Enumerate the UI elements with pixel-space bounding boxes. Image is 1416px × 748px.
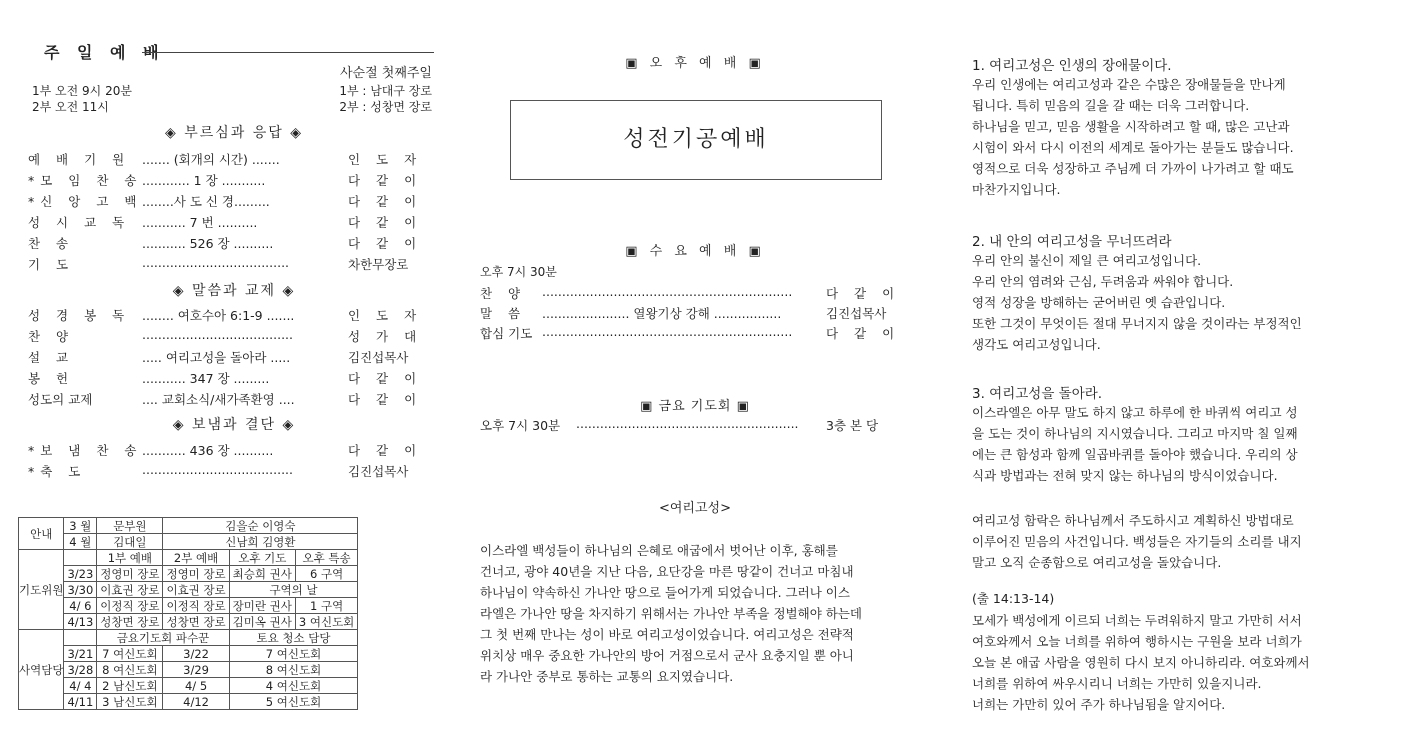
table-cell: 4 여신도회 bbox=[229, 678, 358, 694]
table-header: 토요 청소 담당 bbox=[229, 630, 358, 646]
table-cell bbox=[64, 630, 97, 646]
table-cell: 3/29 bbox=[163, 662, 229, 678]
table-row bbox=[19, 662, 358, 678]
clean-side-label: 사역담당 bbox=[19, 630, 64, 710]
afternoon-big-title: 성전기공예배 bbox=[623, 127, 769, 152]
service-time-2: 2부 오전 11시 bbox=[32, 100, 109, 114]
table-cell: 김미옥 권사 bbox=[229, 614, 295, 630]
order-item: 예 배 기 원 ....... (회개의 시간) ....... 인 도 자 bbox=[28, 152, 423, 167]
table-cell: 3/21 bbox=[64, 646, 97, 662]
table-cell: 이정직 장로 bbox=[97, 598, 163, 614]
table-row bbox=[19, 646, 358, 662]
table-cell: 이효권 장로 bbox=[97, 582, 163, 598]
table-header: 금요기도회 파수꾼 bbox=[97, 630, 229, 646]
table-cell: 5 여신도회 bbox=[229, 694, 358, 710]
afternoon-title-box bbox=[510, 100, 882, 180]
table-cell: 7 여신도회 bbox=[97, 646, 163, 662]
point-2-body: 우리 안의 불신이 제일 큰 여리고성입니다. 우리 안의 염려와 근심, 두려움과 싸워야 합니다. 영적 성장을 방해하는 굳어버린 옛 습관입니다. 또한 그것이 무엇이든 절대 무너지지 않을 것이라는 부정적인 생각도 여리고성입니다. bbox=[972, 253, 1302, 352]
table-header: 1부 예배 bbox=[97, 550, 163, 566]
table-cell: 4/ 4 bbox=[64, 678, 97, 694]
order-item: 봉 헌 ........... 347 장 ......... 다 같 이 bbox=[28, 371, 423, 386]
table-cell: 8 여신도회 bbox=[97, 662, 163, 678]
table-cell: 3/22 bbox=[163, 646, 229, 662]
point-3-heading: 3. 여리고성을 돌아라. bbox=[972, 386, 1103, 402]
table-cell: 8 여신도회 bbox=[229, 662, 358, 678]
service-elder-2: 2부 : 성창면 장로 bbox=[339, 100, 432, 114]
scripture-reference: (출 14:13-14) bbox=[972, 591, 1055, 606]
table-row bbox=[19, 598, 358, 614]
point-1-body: 우리 인생에는 여리고성과 같은 수많은 장애물들을 만나게 됩니다. 특히 믿음의 길을 갈 때는 더욱 그러합니다. 하나님을 믿고, 믿음 생활을 시작하려고 할 때, 많은 고난과 시험이 와서 다시 이전의 세계로 돌아가는 분들도 많습니다. 영적으로 더욱 성장하고 주님께 더 가까이 나가려고 할 때도 마찬가지입니다. bbox=[972, 77, 1294, 197]
jericho-title: <여리고성> bbox=[658, 501, 732, 516]
order-item: 찬 양 ............................................................... 다 같 이 bbox=[480, 284, 901, 301]
friday-header: ▣ 금요 기도회 ▣ bbox=[640, 399, 750, 414]
jericho-paragraph: 이스라엘 백성들이 하나님의 은혜로 애굽에서 벗어난 이후, 홍해를 건너고, 광야 40년을 지난 다음, 요단강을 마른 땅같이 건너고 마침내 하나님이 약속하신 가나안 땅으로 들어가게 되었습니다. 그러나 이스 라엘은 가나안 땅을 차지하기 위해서는 가나안 부족을 정벌해야 하는데 그 첫 번째 만나는 성이 바로 여리고성이었습니다. 여리고성은 전략적 위치상 매우 중요한 가나안의 방어 거점으로서 군사 요충지일 뿐 아니 라 가나안 중부로 통하는 교통의 요지였습니다. bbox=[480, 543, 862, 684]
table-cell: 정영미 장로 bbox=[97, 566, 163, 582]
point-2-heading: 2. 내 안의 여리고성을 무너뜨려라 bbox=[972, 234, 1172, 250]
table-row bbox=[19, 614, 358, 630]
duty-table bbox=[18, 517, 358, 710]
table-cell: 성창면 장로 bbox=[163, 614, 229, 630]
wednesday-header: ▣ 수 요 예 배 ▣ bbox=[625, 244, 765, 259]
order-item: *신 앙 고 백 ........사 도 신 경......... 다 같 이 bbox=[28, 194, 423, 209]
table-cell: 6 구역 bbox=[295, 566, 357, 582]
table-row bbox=[19, 630, 358, 646]
table-cell: 최승희 권사 bbox=[229, 566, 295, 582]
table-row bbox=[19, 550, 358, 566]
scripture-verse: 모세가 백성에게 이르되 너희는 두려워하지 말고 가만히 서서 여호와께서 오늘 너희를 위하여 행하시는 구원을 보라 너희가 오늘 본 애굽 사람을 영원히 다시 보지 아니하리라. 여호와께서 너희를 위하여 싸우시리니 너희는 가만히 있을지니라. 너희는 가만히 있어 주가 하나님됨을 알지어다. bbox=[972, 613, 1310, 712]
order-item: 성 시 교 독 ........... 7 번 .......... 다 같 이 bbox=[28, 215, 423, 230]
table-cell: 4/ 6 bbox=[64, 598, 97, 614]
table-cell: 4/13 bbox=[64, 614, 97, 630]
closing-paragraph: 여리고성 함락은 하나님께서 주도하시고 계획하신 방법대로 이루어진 믿음의 사건입니다. 백성들은 자기들의 소리를 내지 말고 오직 순종함으로 여리고성을 돌았습니다. bbox=[972, 513, 1302, 570]
table-cell: 4/11 bbox=[64, 694, 97, 710]
point-3-body: 이스라엘은 아무 말도 하지 않고 하루에 한 바퀴씩 여리고 성 을 도는 것이 하나님의 지시였습니다. 그리고 마지막 칠 일째 에는 큰 함성과 함께 일곱바퀴를 돌아야 했습니다. 우리의 상 식과 방법과는 전혀 맞지 않는 하나님의 방식이었습니다. bbox=[972, 405, 1298, 483]
table-cell: 3/30 bbox=[64, 582, 97, 598]
service-elder-1: 1부 : 남대구 장로 bbox=[339, 84, 432, 98]
table-cell bbox=[64, 550, 97, 566]
table-cell: 3/23 bbox=[64, 566, 97, 582]
section-calling-title: ◈ 부르심과 응답 ◈ bbox=[164, 125, 304, 141]
season-label: 사순절 첫째주일 bbox=[339, 66, 432, 81]
order-item: 설 교 ..... 여리고성을 돌아라 ..... 김진섭목사 bbox=[28, 350, 409, 365]
table-cell: 성창면 장로 bbox=[97, 614, 163, 630]
prayer-side-label: 기도위원 bbox=[19, 550, 64, 630]
table-cell: 2 남신도회 bbox=[97, 678, 163, 694]
table-cell: 이정직 장로 bbox=[163, 598, 229, 614]
point-1-heading: 1. 여리고성은 인생의 장애물이다. bbox=[972, 58, 1172, 74]
table-cell: 정영미 장로 bbox=[163, 566, 229, 582]
afternoon-header: ▣ 오 후 예 배 ▣ bbox=[625, 56, 765, 71]
table-row bbox=[19, 534, 358, 550]
order-item: 합심 기도 ............................................................... 다 같 이 bbox=[480, 324, 901, 341]
table-header: 오후 특송 bbox=[295, 550, 357, 566]
table-cell: 3/28 bbox=[64, 662, 97, 678]
order-item: 말 씀 ...................... 열왕기상 강해 ................. 김진섭목사 bbox=[480, 306, 887, 321]
table-header: 오후 기도 bbox=[229, 550, 295, 566]
title-rule bbox=[142, 52, 434, 53]
order-item: 찬 양 ...................................... 성 가 대 bbox=[28, 327, 423, 344]
order-item: *축 도 ...................................... 김진섭목사 bbox=[28, 462, 409, 479]
table-row bbox=[19, 582, 358, 598]
table-cell: 4/12 bbox=[163, 694, 229, 710]
table-row bbox=[19, 694, 358, 710]
order-item: 성도의 교제 .... 교회소식/새가족환영 .... 다 같 이 bbox=[28, 392, 423, 407]
order-item: 기 도 ..................................... 차한무장로 bbox=[28, 255, 409, 272]
table-cell: 장미란 권사 bbox=[229, 598, 295, 614]
order-item: *보 냄 찬 송 ........... 436 장 .......... 다 같 이 bbox=[28, 443, 423, 458]
wednesday-time: 오후 7시 30분 bbox=[480, 265, 557, 279]
table-cell: 이효권 장로 bbox=[163, 582, 229, 598]
table-cell: 신남희 김영환 bbox=[163, 534, 358, 550]
table-row bbox=[19, 678, 358, 694]
section-word-title: ◈ 말씀과 교제 ◈ bbox=[172, 283, 296, 299]
table-cell: 김대일 bbox=[97, 534, 163, 550]
order-item: 성 경 봉 독 ........ 여호수아 6:1-9 ....... 인 도 자 bbox=[28, 308, 423, 323]
table-cell: 3 남신도회 bbox=[97, 694, 163, 710]
table-cell: 구역의 날 bbox=[229, 582, 358, 598]
table-cell: 4/ 5 bbox=[163, 678, 229, 694]
table-cell: 3 월 bbox=[64, 518, 97, 534]
section-sending-title: ◈ 보냄과 결단 ◈ bbox=[172, 417, 296, 433]
guide-side-label: 안내 bbox=[19, 518, 64, 550]
table-cell: 3 여신도회 bbox=[295, 614, 357, 630]
table-cell: 4 월 bbox=[64, 534, 97, 550]
morning-service-title: 주 일 예 배 bbox=[44, 43, 165, 62]
table-cell: 1 구역 bbox=[295, 598, 357, 614]
service-time-1: 1부 오전 9시 20분 bbox=[32, 84, 132, 98]
friday-row: 오후 7시 30분 ........................................................ 3층 본 당 bbox=[480, 416, 879, 433]
table-row bbox=[19, 518, 358, 534]
table-cell: 문부원 bbox=[97, 518, 163, 534]
table-row bbox=[19, 566, 358, 582]
table-cell: 7 여신도회 bbox=[229, 646, 358, 662]
order-item: *모 임 찬 송 ............ 1 장 ........... 다 같 이 bbox=[28, 173, 423, 188]
table-cell: 김을순 이영숙 bbox=[163, 518, 358, 534]
table-header: 2부 예배 bbox=[163, 550, 229, 566]
order-item: 찬 송 ........... 526 장 .......... 다 같 이 bbox=[28, 236, 423, 251]
